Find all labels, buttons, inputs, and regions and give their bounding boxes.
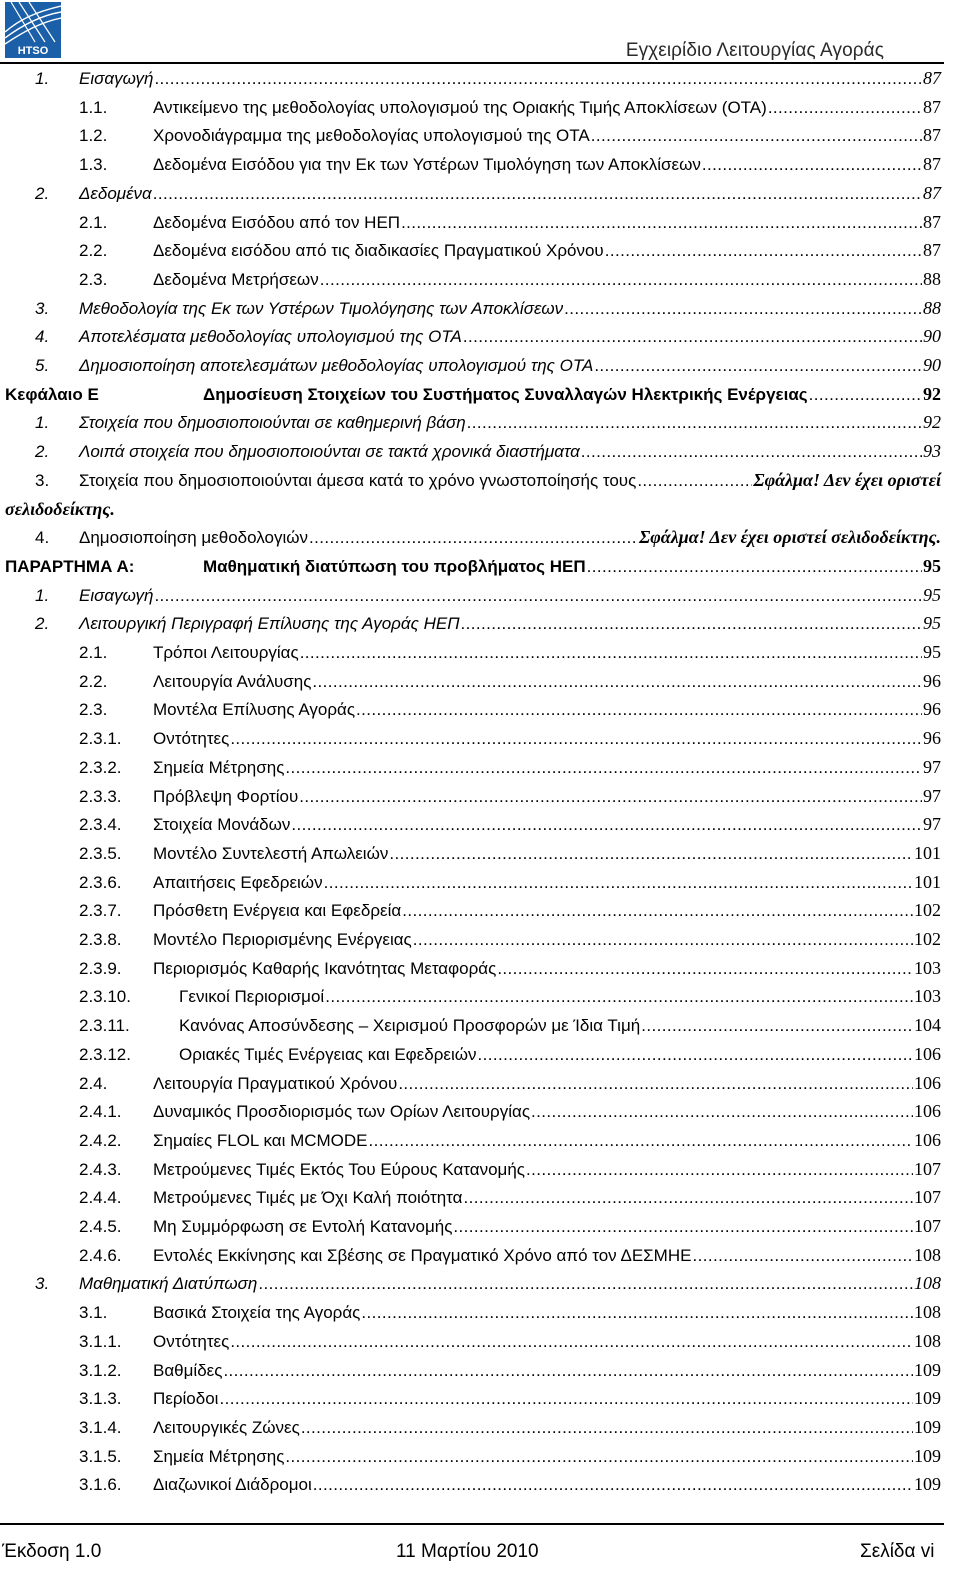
toc-leader-dots bbox=[402, 896, 913, 925]
toc-leader-dots bbox=[702, 150, 922, 179]
toc-entry-title: Οντότητες bbox=[153, 729, 230, 749]
toc-entry-page: 88 bbox=[923, 268, 941, 289]
toc-entry[interactable] bbox=[0, 1298, 960, 1327]
toc-entry-title: Δεδομένα Μετρήσεων bbox=[153, 269, 319, 289]
toc-entry[interactable] bbox=[0, 896, 960, 925]
toc-leader-dots bbox=[768, 93, 922, 122]
toc-entry-page: 107 bbox=[914, 1216, 941, 1236]
toc-entry[interactable] bbox=[0, 1183, 960, 1212]
toc-entry-title: Αποτελέσματα μεθοδολογίας υπολογισμού της ΟΤΑ bbox=[79, 327, 462, 347]
toc-entry[interactable] bbox=[0, 179, 960, 208]
toc-leader-dots bbox=[299, 782, 922, 811]
toc-leader-dots bbox=[309, 523, 638, 552]
toc-entry-title: Σημεία Μέτρησης bbox=[153, 757, 285, 777]
toc-entry-page: 97 bbox=[923, 785, 941, 806]
toc-entry-title: Δημοσιοποίηση μεθοδολογιών bbox=[79, 528, 309, 548]
toc-entry-number: 3. bbox=[35, 298, 50, 318]
toc-entry-number: 1. bbox=[35, 585, 50, 605]
toc-leader-dots bbox=[461, 609, 922, 638]
toc-leader-dots bbox=[809, 380, 922, 409]
toc-entry-number: 1. bbox=[35, 413, 50, 433]
toc-entry-number: 3.1.6. bbox=[79, 1475, 122, 1495]
toc-entry-page: 102 bbox=[914, 929, 941, 949]
toc-entry-page: 101 bbox=[914, 871, 941, 892]
toc-leader-dots bbox=[398, 1069, 913, 1098]
toc-entry-page: 95 bbox=[923, 555, 941, 576]
toc-entry-number: 1.2. bbox=[79, 126, 108, 146]
toc-entry[interactable] bbox=[0, 982, 960, 1011]
footer-edition: Έκδοση 1.0 bbox=[2, 1541, 102, 1562]
toc-entry-page: 87 bbox=[923, 125, 941, 146]
toc-entry[interactable] bbox=[0, 609, 960, 638]
toc-entry-title: Οριακές Τιμές Ενέργειας και Εφεδρειών bbox=[179, 1044, 477, 1064]
toc-entry-title: Τρόποι Λειτουργίας bbox=[153, 643, 299, 662]
toc-entry-page: 96 bbox=[923, 699, 941, 720]
toc-entry[interactable] bbox=[0, 1040, 960, 1069]
toc-entry-page: 109 bbox=[914, 1359, 941, 1380]
toc-entry-number: 2.3.4. bbox=[79, 815, 122, 835]
toc-entry[interactable] bbox=[0, 265, 960, 294]
toc-entry-title: Βασικά Στοιχεία της Αγοράς bbox=[153, 1303, 361, 1323]
toc-leader-dots bbox=[401, 208, 922, 237]
toc-entry-number: 2.3.2. bbox=[79, 757, 122, 777]
toc-entry-number: 3.1.1. bbox=[79, 1331, 122, 1351]
toc-entry-number: 3.1. bbox=[79, 1303, 108, 1323]
toc-entry-title: Δημοσίευση Στοιχείων του Συστήματος Συναλλαγών Ηλεκτρικής Ενέργειας bbox=[203, 384, 808, 404]
toc-entry-number: 4. bbox=[35, 327, 50, 347]
toc-entry-title: Χρονοδιάγραμμα της μεθοδολογίας υπολογισμού της ΟΤΑ bbox=[153, 126, 590, 146]
toc-entry-number: 1.1. bbox=[79, 97, 108, 117]
toc-entry-number: 2.3. bbox=[79, 269, 108, 289]
toc-entry-number: 2.3.6. bbox=[79, 872, 122, 892]
logo-text: HTSO bbox=[17, 45, 49, 57]
toc-leader-dots bbox=[369, 1126, 913, 1155]
toc-entry-title: Σημεία Μέτρησης bbox=[153, 1446, 285, 1466]
toc-entry-title: Δεδομένα bbox=[79, 183, 152, 203]
toc-entry-page: 95 bbox=[923, 613, 941, 634]
toc-entry-page: 96 bbox=[923, 728, 941, 749]
toc-entry-page: 106 bbox=[914, 1101, 941, 1122]
toc-entry-title: Λειτουργία Ανάλυσης bbox=[153, 671, 312, 691]
toc-entry-page: Σφάλμα! Δεν έχει οριστεί bbox=[753, 469, 941, 490]
toc-leader-dots bbox=[564, 294, 922, 323]
toc-entry-page: 107 bbox=[914, 1158, 941, 1179]
toc-entry-page-continuation: σελιδοδείκτης. bbox=[5, 498, 115, 519]
toc-entry-number: 2.1. bbox=[79, 643, 108, 662]
toc-entry-title: Μετρούμενες Τιμές Εκτός Του Εύρους Κατανομής bbox=[153, 1159, 525, 1179]
toc-entry-number: 2.1. bbox=[79, 212, 108, 232]
toc-leader-dots bbox=[230, 724, 922, 753]
toc-leader-dots bbox=[463, 322, 922, 351]
toc-leader-dots bbox=[230, 1327, 913, 1356]
toc-entry[interactable] bbox=[0, 1155, 960, 1184]
toc-entry-page: 87 bbox=[923, 68, 941, 88]
toc-leader-dots bbox=[389, 839, 913, 868]
toc-entry[interactable] bbox=[0, 1212, 960, 1241]
toc-entry-number: 2.3.5. bbox=[79, 843, 122, 863]
toc-entry-number: 2. bbox=[35, 614, 50, 634]
toc-entry-title: Μη Συμμόρφωση σε Εντολή Κατανομής bbox=[153, 1217, 453, 1236]
toc-entry-title: Μεθοδολογία της Εκ των Υστέρων Τιμολόγησης των Αποκλίσεων bbox=[79, 298, 564, 318]
toc-entry-title: Μοντέλο Συντελεστή Απωλειών bbox=[153, 843, 389, 863]
toc-entry[interactable] bbox=[0, 64, 960, 93]
toc-leader-dots bbox=[320, 265, 922, 294]
toc-entry-title: Μαθηματική διατύπωση του προβλήματος ΗΕΠ bbox=[203, 556, 586, 576]
toc-entry-page: 87 bbox=[923, 154, 941, 175]
toc-leader-dots bbox=[356, 695, 922, 724]
toc-entry-page: 97 bbox=[923, 756, 941, 777]
toc-entry[interactable] bbox=[0, 782, 960, 811]
toc-entry[interactable] bbox=[0, 810, 960, 839]
toc-entry-title: Σημαίες FLOL και MCMODE bbox=[153, 1130, 368, 1150]
toc-entry-title: Βαθμίδες bbox=[153, 1360, 223, 1380]
toc-entry[interactable] bbox=[0, 466, 960, 495]
toc-leader-dots bbox=[154, 581, 922, 610]
toc-entry-title: Λοιπά στοιχεία που δημοσιοποιούνται σε τακτά χρονικά διαστήματα bbox=[79, 442, 580, 462]
toc-entry-number: 3. bbox=[35, 470, 50, 490]
toc-entry-number: 3. bbox=[35, 1274, 50, 1294]
toc-entry-title: Αντικείμενο της μεθοδολογίας υπολογισμού της Οριακής Τιμής Αποκλίσεων (ΟΤΑ) bbox=[153, 97, 767, 117]
toc-entry-page: 93 bbox=[923, 441, 941, 462]
toc-entry[interactable] bbox=[0, 1011, 960, 1040]
toc-entry-page: 87 bbox=[923, 182, 941, 203]
toc-leader-dots bbox=[413, 925, 913, 954]
toc-leader-dots bbox=[312, 667, 922, 696]
toc-entry[interactable] bbox=[0, 1069, 960, 1098]
toc-entry-title: Δεδομένα Εισόδου για την Εκ των Υστέρων Τιμολόγηση των Αποκλίσεων bbox=[153, 155, 701, 175]
toc-entry-title: Εισαγωγή bbox=[79, 585, 154, 605]
toc-entry-number: 2.2. bbox=[79, 671, 108, 691]
toc-entry-page: 108 bbox=[914, 1244, 941, 1265]
toc-leader-dots bbox=[154, 64, 922, 93]
toc-entry-page: 87 bbox=[923, 211, 941, 232]
toc-entry[interactable] bbox=[0, 925, 960, 954]
toc-entry-page: 92 bbox=[923, 383, 941, 404]
toc-entry-page: 95 bbox=[923, 584, 941, 605]
toc-leader-dots bbox=[325, 982, 913, 1011]
toc-entry-number: 2.4.1. bbox=[79, 1102, 122, 1122]
toc-entry-number: 1. bbox=[35, 69, 50, 88]
toc-entry-number: 2. bbox=[35, 183, 50, 203]
toc-entry-title: Μοντέλο Περιορισμένης Ενέργειας bbox=[153, 930, 412, 949]
toc-entry-page: 101 bbox=[914, 842, 941, 863]
toc-entry-page: 87 bbox=[923, 240, 941, 261]
toc-entry-title: Μετρούμενες Τιμές με Όχι Καλή ποιότητα bbox=[153, 1188, 463, 1208]
toc-leader-dots bbox=[291, 810, 922, 839]
toc-entry-number: 2.4.2. bbox=[79, 1130, 122, 1150]
toc-entry-number: 2.3.10. bbox=[79, 987, 131, 1007]
toc-entry-title: Πρόσθετη Ενέργεια και Εφεδρεία bbox=[153, 901, 402, 921]
toc-entry[interactable] bbox=[0, 93, 960, 122]
toc-entry-number: 1.3. bbox=[79, 155, 108, 175]
toc-entry-page: 108 bbox=[914, 1330, 941, 1351]
toc-entry[interactable] bbox=[0, 1097, 960, 1126]
toc-entry-title: Μοντέλα Επίλυσης Αγοράς bbox=[153, 700, 356, 720]
toc-leader-dots bbox=[605, 236, 922, 265]
toc-entry-number: 2.3.12. bbox=[79, 1044, 131, 1064]
toc-entry-number: 2.3. bbox=[79, 700, 108, 720]
toc-entry-number: 2.4. bbox=[79, 1073, 108, 1093]
toc-leader-dots bbox=[361, 1298, 913, 1327]
toc-leader-dots bbox=[258, 1269, 913, 1298]
toc-entry[interactable] bbox=[0, 322, 960, 351]
toc-entry-number: 2.4.5. bbox=[79, 1217, 122, 1236]
toc-entry-number: 2.4.3. bbox=[79, 1159, 122, 1179]
toc-entry[interactable] bbox=[0, 667, 960, 696]
toc-entry-title: Δυναμικός Προσδιορισμός των Ορίων Λειτουργίας bbox=[153, 1102, 531, 1122]
document-title: Εγχειρίδιο Λειτουργίας Αγοράς bbox=[625, 40, 884, 61]
page-header bbox=[0, 0, 960, 64]
toc-entry-page: 92 bbox=[923, 412, 941, 433]
toc-entry[interactable] bbox=[0, 236, 960, 265]
toc-entry[interactable] bbox=[0, 868, 960, 897]
toc-leader-dots bbox=[324, 868, 913, 897]
toc-entry-page: 109 bbox=[914, 1416, 941, 1437]
toc-entry[interactable] bbox=[0, 437, 960, 466]
toc-entry-page: 109 bbox=[914, 1388, 941, 1409]
toc-entry-page: 95 bbox=[923, 642, 941, 662]
toc-entry-page: 103 bbox=[914, 986, 941, 1007]
toc-leader-dots bbox=[153, 179, 922, 208]
toc-leader-dots bbox=[285, 753, 922, 782]
toc-entry-page: 108 bbox=[914, 1302, 941, 1323]
toc-entry-title: Πρόβλεψη Φορτίου bbox=[153, 786, 299, 806]
toc-entry-number: 2.3.7. bbox=[79, 901, 122, 921]
toc-leader-dots bbox=[219, 1384, 913, 1413]
toc-entry-title: Στοιχεία που δημοσιοποιούνται άμεσα κατά το χρόνο γνωστοποίησής τους bbox=[79, 470, 637, 490]
toc-entry-page: 102 bbox=[914, 900, 941, 921]
toc-entry-page: 106 bbox=[914, 1129, 941, 1150]
footer-page-number: Σελίδα vi bbox=[860, 1541, 935, 1562]
toc-entry-number: 2.3.8. bbox=[79, 930, 122, 949]
toc-entry-number: 2.3.3. bbox=[79, 786, 122, 806]
toc-entry-number: 2.2. bbox=[79, 241, 108, 261]
toc-leader-dots bbox=[641, 1011, 913, 1040]
toc-entry[interactable] bbox=[0, 121, 960, 150]
toc-entry-title: Οντότητες bbox=[153, 1331, 230, 1351]
toc-entry-page: 87 bbox=[923, 96, 941, 117]
toc-entry[interactable] bbox=[0, 351, 960, 380]
toc-entry-title: Λειτουργικές Ζώνες bbox=[153, 1417, 300, 1437]
toc-entry-number: 3.1.2. bbox=[79, 1360, 122, 1380]
toc-entry[interactable] bbox=[0, 1470, 960, 1499]
toc-entry-page: 103 bbox=[914, 957, 941, 978]
toc-entry-title: Δεδομένα Εισόδου από τον ΗΕΠ bbox=[153, 212, 401, 232]
toc-entry-number: 4. bbox=[35, 528, 50, 548]
toc-entry[interactable] bbox=[0, 208, 960, 237]
toc-entry-number: Κεφάλαιο Ε bbox=[5, 384, 99, 404]
toc-entry-title: Εισαγωγή bbox=[79, 69, 154, 88]
toc-leader-dots bbox=[301, 1413, 913, 1442]
htso-logo-icon bbox=[5, 2, 61, 58]
toc-entry-title: Λειτουργία Πραγματικού Χρόνου bbox=[153, 1073, 398, 1093]
toc-entry[interactable] bbox=[0, 954, 960, 983]
footer-rule bbox=[0, 1523, 944, 1525]
toc-entry[interactable] bbox=[0, 1126, 960, 1155]
toc-entry-title: Απαιτήσεις Εφεδρειών bbox=[153, 872, 323, 892]
toc-leader-dots bbox=[581, 437, 922, 466]
toc-leader-dots bbox=[497, 954, 913, 983]
toc-entry-page: 107 bbox=[914, 1187, 941, 1208]
toc-entry-title: Λειτουργική Περιγραφή Επίλυσης της Αγοράς ΗΕΠ bbox=[79, 614, 460, 634]
toc-entry[interactable] bbox=[0, 552, 960, 581]
toc-leader-dots bbox=[223, 1356, 913, 1385]
toc-entry-number: 2.3.1. bbox=[79, 729, 122, 749]
toc-leader-dots bbox=[591, 121, 922, 150]
toc-entry[interactable] bbox=[0, 1241, 960, 1270]
toc-entry-number: 5. bbox=[35, 356, 50, 375]
toc-entry[interactable] bbox=[0, 638, 960, 667]
toc-entry-number: 2.4.6. bbox=[79, 1245, 122, 1265]
toc-entry-title: Δημοσιοποίηση αποτελεσμάτων μεθοδολογίας υπολογισμού της ΟΤΑ bbox=[79, 356, 594, 375]
toc-entry-page: Σφάλμα! Δεν έχει οριστεί σελιδοδείκτης. bbox=[639, 527, 941, 548]
toc-entry-number: 2.3.11. bbox=[79, 1016, 130, 1036]
toc-entry[interactable] bbox=[0, 380, 960, 409]
toc-entry-title: Γενικοί Περιορισμοί bbox=[179, 987, 325, 1007]
toc-entry[interactable] bbox=[0, 523, 960, 552]
toc-entry[interactable] bbox=[0, 1413, 960, 1442]
toc-entry-page: 108 bbox=[914, 1273, 941, 1294]
toc-entry-number: ΠΑΡΑΡΤΗΜΑ Α: bbox=[5, 556, 135, 576]
toc-entry-title: Περίοδοι bbox=[153, 1389, 219, 1409]
toc-entry[interactable] bbox=[0, 1269, 960, 1298]
toc-entry-page: 96 bbox=[923, 670, 941, 691]
toc-leader-dots bbox=[313, 1470, 913, 1499]
toc-entry[interactable] bbox=[0, 724, 960, 753]
toc-entry-number: 2.3.9. bbox=[79, 958, 122, 978]
toc-entry-title: Στοιχεία που δημοσιοποιούνται σε καθημερινή βάση bbox=[79, 413, 466, 433]
toc-leader-dots bbox=[531, 1097, 913, 1126]
toc-entry-number: 3.1.3. bbox=[79, 1389, 122, 1409]
toc-entry-page: 106 bbox=[914, 1072, 941, 1093]
toc-entry[interactable] bbox=[0, 695, 960, 724]
footer-date: 11 Μαρτίου 2010 bbox=[396, 1541, 539, 1562]
toc-entry-page: 88 bbox=[923, 297, 941, 318]
toc-entry-title: Κανόνας Αποσύνδεσης – Χειρισμού Προσφορών με Ίδια Τιμή bbox=[179, 1016, 641, 1036]
toc-leader-dots bbox=[637, 466, 752, 495]
toc-entry-number: 3.1.4. bbox=[79, 1417, 122, 1437]
toc-leader-dots bbox=[453, 1212, 913, 1241]
toc-entry-title: Στοιχεία Μονάδων bbox=[153, 815, 291, 835]
toc-entry-number: 2.4.4. bbox=[79, 1188, 122, 1208]
toc-entry-title: Δεδομένα εισόδου από τις διαδικασίες Πραγματικού Χρόνου bbox=[153, 241, 604, 261]
toc-entry-page: 97 bbox=[923, 814, 941, 835]
toc-leader-dots bbox=[594, 351, 922, 380]
toc-entry-page: 90 bbox=[923, 326, 941, 347]
toc-entry[interactable] bbox=[0, 150, 960, 179]
toc-entry-title: Περιορισμός Καθαρής Ικανότητας Μεταφοράς bbox=[153, 958, 497, 978]
toc-entry-title: Εντολές Εκκίνησης και Σβέσης σε Πραγματικό Χρόνο από τον ΔΕΣΜΗΕ bbox=[153, 1245, 692, 1265]
toc-leader-dots bbox=[587, 552, 922, 581]
toc-entry-page: 109 bbox=[914, 1445, 941, 1466]
toc-entry-number: 2. bbox=[35, 442, 50, 462]
toc-leader-dots bbox=[478, 1040, 913, 1069]
toc-entry[interactable] bbox=[0, 1442, 960, 1471]
toc-leader-dots bbox=[464, 1183, 914, 1212]
toc-entry-page: 104 bbox=[914, 1015, 941, 1036]
toc-leader-dots bbox=[300, 638, 922, 667]
toc-entry-page: 109 bbox=[914, 1474, 941, 1495]
toc-entry[interactable] bbox=[0, 1327, 960, 1356]
toc-entry[interactable] bbox=[0, 294, 960, 323]
toc-leader-dots bbox=[285, 1442, 913, 1471]
toc-entry[interactable] bbox=[0, 1384, 960, 1413]
toc-entry-number: 3.1.5. bbox=[79, 1446, 122, 1466]
toc-leader-dots bbox=[467, 408, 922, 437]
toc-entry-title: Διαζωνικοί Διάδρομοι bbox=[153, 1475, 312, 1495]
toc-entry[interactable] bbox=[0, 581, 960, 610]
toc-leader-dots bbox=[526, 1155, 913, 1184]
toc-entry[interactable] bbox=[0, 839, 960, 868]
toc-leader-dots bbox=[692, 1241, 913, 1270]
toc-entry-page: 106 bbox=[914, 1043, 941, 1064]
toc-entry[interactable] bbox=[0, 753, 960, 782]
toc-entry-page: 90 bbox=[923, 355, 941, 375]
toc-entry[interactable] bbox=[0, 1356, 960, 1385]
toc-entry-title: Μαθηματική Διατύπωση bbox=[79, 1274, 258, 1294]
toc-entry[interactable] bbox=[0, 408, 960, 437]
